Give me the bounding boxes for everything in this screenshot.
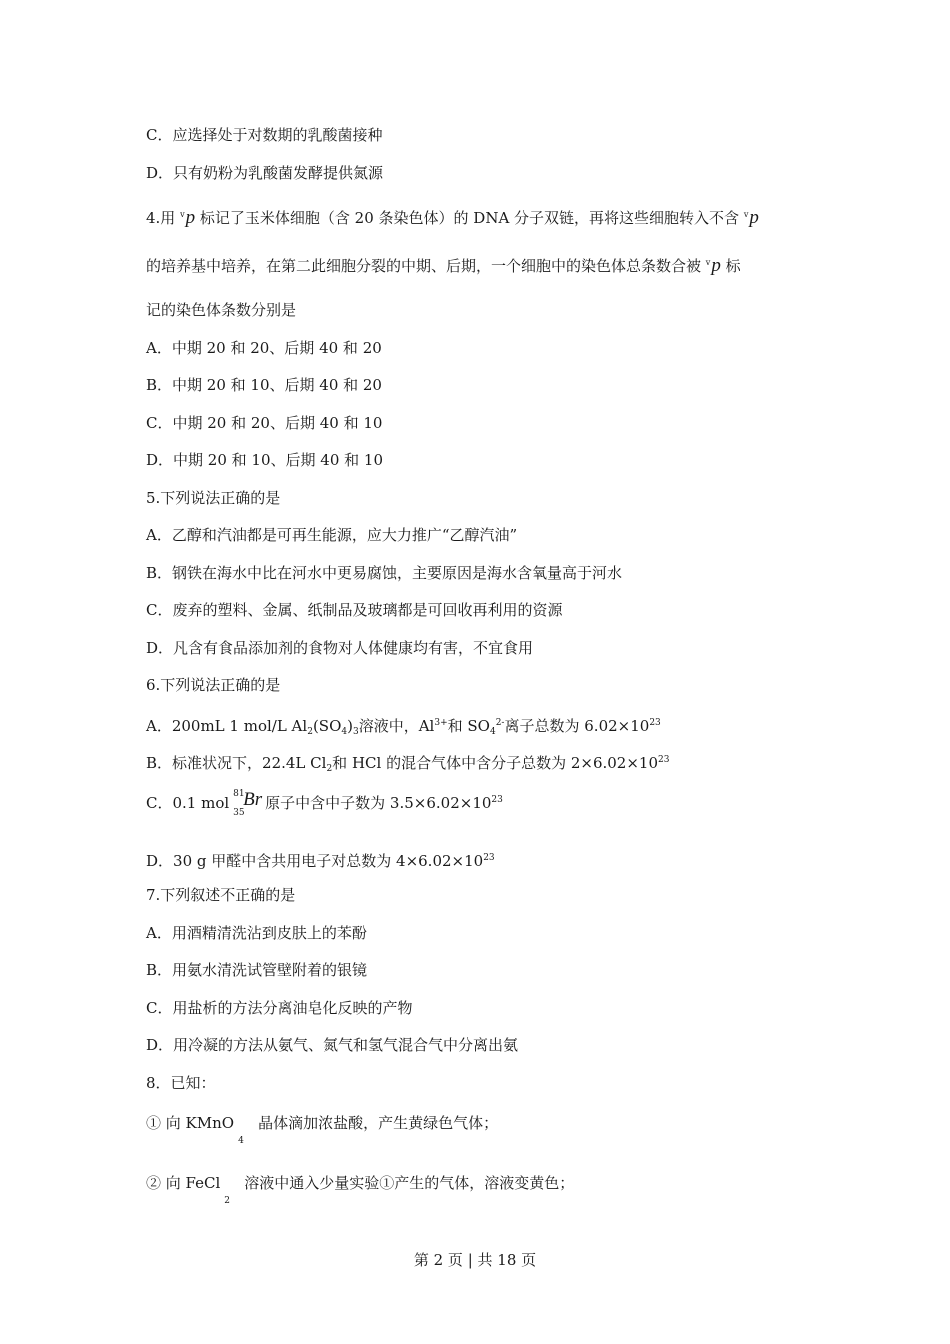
q5-option-a: A．乙醇和汽油都是可再生能源，应大力推广“乙醇汽油” bbox=[146, 526, 518, 544]
bromine-isotope-symbol: 81 35 Br bbox=[233, 789, 263, 818]
q5-option-c: C．废弃的塑料、金属、纸制品及玻璃都是可回收再利用的资源 bbox=[146, 601, 563, 619]
q4-stem-line3: 记的染色体条数分别是 bbox=[146, 301, 297, 319]
q6-stem: 6.下列说法正确的是 bbox=[146, 676, 281, 694]
q3-option-c: C．应选择处于对数期的乳酸菌接种 bbox=[146, 126, 383, 144]
q8-item-1: ① 向 KMnO 4 晶体滴加浓盐酸，产生黄绿色气体； bbox=[146, 1114, 499, 1146]
q4-option-a: A．中期 20 和 20、后期 40 和 20 bbox=[146, 339, 382, 357]
q6-option-c: C．0.1 mol 81 35 Br 原子中含中子数为 $3.5\times 6.02\times 10^{23}$ bbox=[146, 789, 503, 818]
q6-option-b: B．标准状况下，22.4L $Cl_2$和 HCl 的混合气体中含分子总数为 $2\times 6.02\times 10^{23}$ bbox=[146, 754, 670, 774]
q4-stem-line1: 4.用 $^v$p 标记了玉米体细胞（含 20 条染色体）的 DNA 分子双链，再将这些细胞转入不含 $^v$p bbox=[146, 207, 759, 228]
isotope-label: $^v$p bbox=[743, 207, 759, 228]
q5-stem: 5.下列说法正确的是 bbox=[146, 489, 281, 507]
q4-option-c: C．中期 20 和 20、后期 40 和 10 bbox=[146, 414, 383, 432]
q5-option-d: D．凡含有食品添加剂的食物对人体健康均有害，不宜食用 bbox=[146, 639, 534, 657]
q7-option-a: A．用酒精清洗沾到皮肤上的苯酚 bbox=[146, 924, 367, 942]
q5-option-b: B．钢铁在海水中比在河水中更易腐蚀，主要原因是海水含氧量高于河水 bbox=[146, 564, 623, 582]
q7-option-b: B．用氨水清洗试管壁附着的银镜 bbox=[146, 961, 368, 979]
q4-stem-line2: 的培养基中培养，在第二此细胞分裂的中期、后期，一个细胞中的染色体总条数合被 $^v$p 标 bbox=[146, 255, 741, 276]
q7-stem: 7.下列叙述不正确的是 bbox=[146, 886, 296, 904]
q6-option-d: D．30 g 甲醛中含共用电子对总数为 $4\times 6.02\times 10^{23}$ bbox=[146, 852, 495, 870]
q7-option-d: D．用冷凝的方法从氨气、氮气和氢气混合气中分离出氨 bbox=[146, 1036, 519, 1054]
q4-option-b: B．中期 20 和 10、后期 40 和 20 bbox=[146, 376, 382, 394]
q8-stem: 8．已知： bbox=[146, 1074, 216, 1092]
isotope-label: $^v$p bbox=[705, 255, 721, 276]
q8-item-2: ② 向 FeCl 2 溶液中通入少量实验①产生的气体，溶液变黄色； bbox=[146, 1174, 575, 1206]
page-footer: 第 2 页 | 共 18 页 bbox=[413, 1251, 537, 1269]
q3-option-d: D．只有奶粉为乳酸菌发酵提供氮源 bbox=[146, 164, 384, 182]
q7-option-c: C．用盐析的方法分离油皂化反映的产物 bbox=[146, 999, 413, 1017]
isotope-label: $^v$p bbox=[180, 207, 196, 228]
q4-option-d: D．中期 20 和 10、后期 40 和 10 bbox=[146, 451, 383, 469]
q6-option-a: A．200mL 1 mol/L $Al_2(SO_4)_3$溶液中，$Al^{3+}$和 $SO_4^{2-}$离子总数为 $6.02\times 10^{23}$ bbox=[146, 717, 661, 737]
